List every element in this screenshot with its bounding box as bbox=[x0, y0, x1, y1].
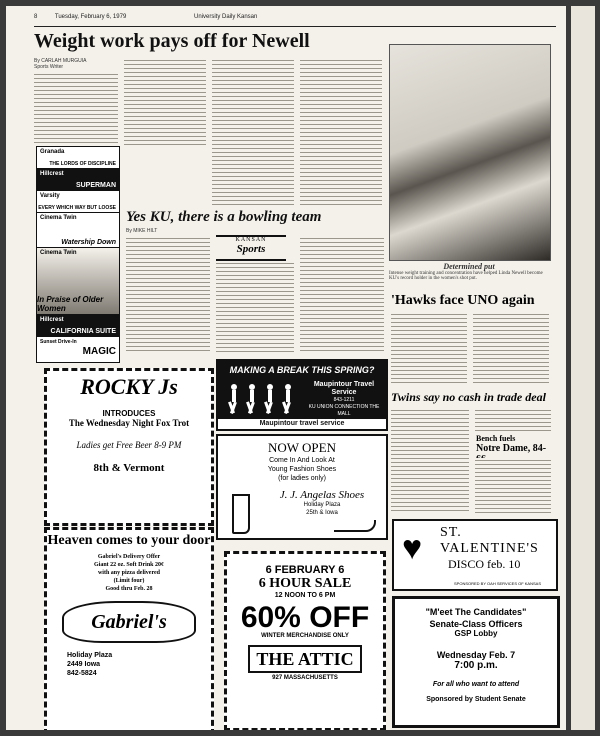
candidates-ad bbox=[392, 596, 560, 728]
attic-address: 927 MASSACHUSETTS bbox=[272, 675, 338, 681]
caption-text: Intense weight training and concentration have helped Linda Newell become KU's record holder in the women's shot put. bbox=[389, 271, 543, 281]
caption-title: Determined put bbox=[443, 262, 495, 271]
gabriels-location: Holiday Plaza bbox=[67, 652, 113, 659]
text-column bbox=[391, 408, 469, 514]
athlete-photo bbox=[389, 44, 551, 261]
bowling-headline: Yes KU, there is a bowling team bbox=[126, 209, 322, 225]
kansan-logo-sports: Sports bbox=[236, 243, 266, 255]
gabriels-headline: Heaven comes to your door bbox=[47, 533, 211, 548]
valentine-date: DISCO feb. 10 bbox=[448, 557, 521, 571]
angelas-line: (for ladies only) bbox=[278, 475, 326, 482]
rocky-intro: INTRODUCES bbox=[102, 409, 156, 418]
gabriels-line: Good thru Feb. 28 bbox=[105, 586, 153, 592]
hawks-headline: 'Hawks face UNO again bbox=[391, 293, 535, 308]
cinema-listings-ad bbox=[36, 146, 120, 363]
cinema-row: Varsity EVERY WHICH WAY BUT LOOSE bbox=[37, 191, 119, 213]
text-column bbox=[475, 458, 551, 514]
cinema-row: Hillcrest SUPERMAN bbox=[37, 169, 119, 191]
cinema-row: Sunset Drive-In MAGIC bbox=[40, 339, 116, 357]
candidates-time: 7:00 p.m. bbox=[454, 660, 498, 671]
attic-logo: THE ATTIC bbox=[248, 645, 362, 673]
text-column bbox=[212, 58, 294, 208]
candidates-sponsor: Sponsored by Student Senate bbox=[426, 696, 526, 703]
maupintour-headline: MAKING A BREAK THIS SPRING? bbox=[229, 365, 375, 375]
valentine-sponsor: SPONSORED BY OAH SERVICES OF KANSAS bbox=[454, 581, 541, 586]
valentine-title: ST. VALENTINE'S bbox=[440, 525, 539, 556]
candidates-note: For all who want to attend bbox=[432, 681, 520, 688]
text-column bbox=[34, 72, 118, 146]
main-byline-role: Sports Writer bbox=[34, 64, 64, 70]
gabriels-line: Gabriel's Delivery Offer bbox=[97, 554, 161, 560]
maupintour-address: KU UNION CONNECTION THE MALL bbox=[308, 404, 380, 417]
paper-name: University Daily Kansan bbox=[194, 14, 258, 20]
attic-date: 6 FEBRUARY 6 bbox=[265, 564, 345, 576]
maupintour-ad bbox=[216, 359, 388, 431]
high-heel-icon bbox=[334, 520, 376, 532]
main-story-body bbox=[34, 58, 382, 146]
heart-icon: ♥ bbox=[402, 529, 423, 567]
gabriels-line: Giant 22 oz. Soft Drink 20¢ bbox=[93, 562, 164, 568]
cinema-row: Granada THE LORDS OF DISCIPLINE bbox=[37, 147, 119, 169]
attic-sale-title: 6 HOUR SALE bbox=[258, 576, 352, 591]
valentine-disco-ad bbox=[392, 519, 558, 591]
rocky-location: 8th & Vermont bbox=[93, 462, 165, 474]
text-column bbox=[300, 58, 382, 208]
twins-headline: Twins say no cash in trade deal bbox=[391, 390, 546, 404]
maupintour-name: Maupintour Travel Service bbox=[313, 381, 375, 396]
cinema-row: Hillcrest CALIFORNIA SUITE bbox=[37, 315, 119, 337]
angelas-line: Young Fashion Shoes bbox=[267, 466, 337, 473]
folio-line bbox=[34, 14, 556, 27]
rocky-offer: Ladies get Free Beer 8-9 PM bbox=[76, 440, 182, 450]
rocky-js-ad bbox=[44, 368, 214, 526]
gabriels-phone: 842-5824 bbox=[67, 670, 97, 677]
rocky-js-logo: ROCKY Js bbox=[80, 374, 178, 399]
attic-items: WINTER MERCHANDISE ONLY bbox=[261, 633, 349, 639]
text-column bbox=[391, 312, 467, 386]
kansan-sports-logo bbox=[216, 235, 286, 261]
text-column bbox=[126, 236, 210, 354]
attic-discount: 60% OFF bbox=[240, 601, 370, 634]
candidates-title: "M'eet The Candidates" bbox=[425, 607, 527, 617]
gabriels-line: with any pizza delivered bbox=[97, 570, 161, 576]
bench-kicker: Bench fuels bbox=[476, 434, 516, 443]
page-number: 8 bbox=[34, 14, 38, 20]
bowling-byline: By MIKE HILT bbox=[126, 228, 158, 234]
text-column bbox=[216, 261, 294, 354]
cinema-row: Cinema Twin Watership Down bbox=[37, 213, 119, 248]
candidates-date: Wednesday Feb. 7 bbox=[436, 650, 516, 660]
gabriels-street: 2449 Iowa bbox=[67, 661, 101, 668]
cinema-row: Cinema Twin In Praise of Older Women bbox=[37, 248, 119, 315]
angelas-line: Come In And Look At bbox=[269, 457, 335, 464]
candidates-subtitle: Senate-Class Officers bbox=[429, 619, 523, 629]
gabriels-ad bbox=[44, 527, 214, 730]
newspaper-page bbox=[6, 6, 566, 730]
maupintour-footer: Maupintour travel service bbox=[218, 419, 386, 429]
candidates-place: GSP Lobby bbox=[454, 629, 498, 638]
angelas-street: 25th & Iowa bbox=[306, 510, 338, 516]
kansan-logo-top: KANSAN bbox=[235, 237, 267, 243]
angelas-shoes-ad bbox=[216, 434, 388, 540]
rocky-event: The Wednesday Night Fox Trot bbox=[68, 418, 190, 428]
gabriels-line: (Limit four) bbox=[113, 578, 145, 584]
runners-illustration-icon bbox=[226, 381, 306, 417]
photo-caption bbox=[389, 262, 549, 281]
attic-sale-ad bbox=[224, 551, 386, 730]
angelas-name: J. J. Angelas Shoes bbox=[279, 489, 365, 501]
angelas-headline: NOW OPEN bbox=[267, 440, 336, 455]
attic-hours: 12 NOON TO 6 PM bbox=[274, 592, 336, 599]
bench-headline: Notre Dame, 84- bbox=[476, 443, 547, 454]
text-column bbox=[124, 58, 206, 146]
main-byline: By CARLAH MURGUIA bbox=[34, 58, 87, 64]
text-column bbox=[473, 312, 549, 386]
gabriels-logo: Gabriel's bbox=[62, 601, 196, 643]
text-column bbox=[300, 236, 384, 354]
maupintour-phone: 843-1211 bbox=[333, 397, 355, 403]
text-column bbox=[475, 408, 551, 432]
main-headline: Weight work pays off for Newell bbox=[34, 30, 310, 52]
facing-page-edge bbox=[571, 6, 595, 730]
angelas-location: Holiday Plaza bbox=[303, 502, 341, 508]
issue-date: Tuesday, February 6, 1979 bbox=[54, 14, 127, 20]
boot-icon bbox=[232, 494, 250, 534]
